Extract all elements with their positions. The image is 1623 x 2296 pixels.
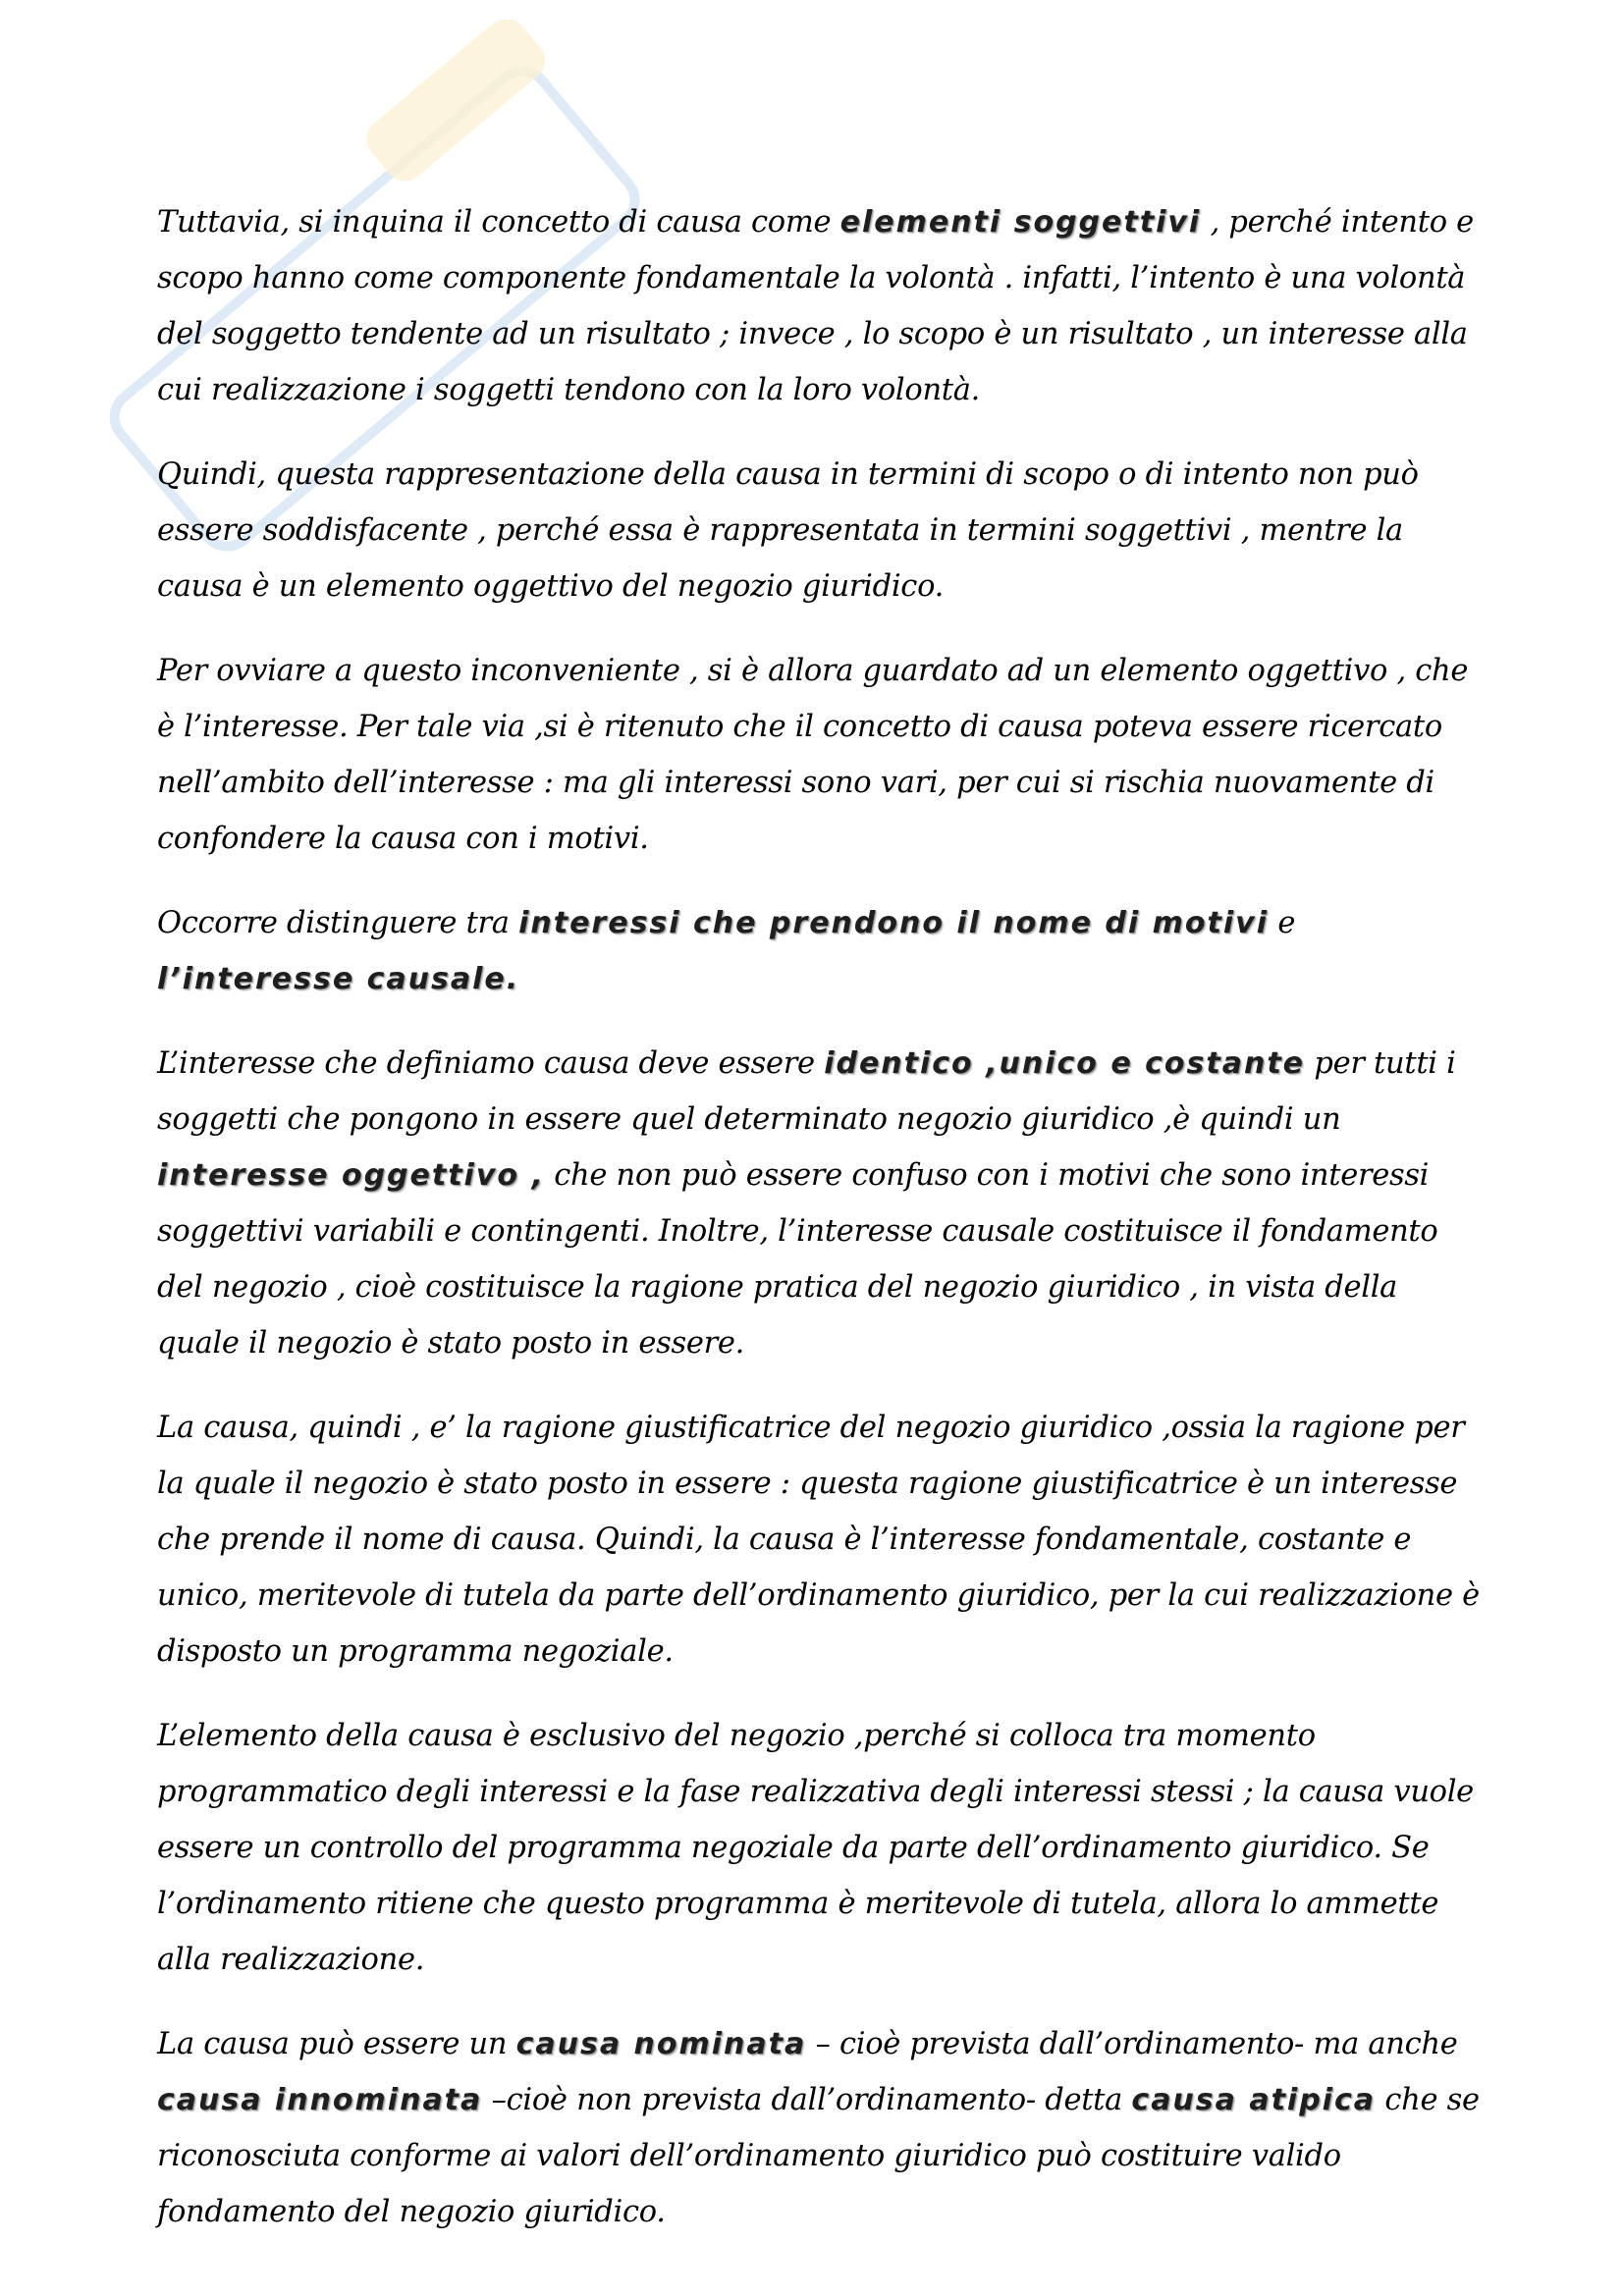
paragraph-text: che non può essere confuso con i motivi che sono interessi soggettivi variabili e contingenti. Inoltre, l’interesse causale costituisce il fondamento del negozio , cioè costituisce la ragione pratica del negozio giuridico , in vista della quale il negozio è stato posto in essere. [157,1158,1438,1361]
emphasized-term: l’interesse causale. [157,962,520,996]
paragraph [157,643,1483,867]
emphasized-term: interesse oggettivo , [157,1158,545,1193]
emphasized-term: causa atipica [1131,2083,1376,2117]
paragraph-text: Occorre distinguere tra [157,906,519,940]
paragraph-text: che se riconosciuta conforme ai valori dell’ordinamento giuridico può costituire valido fondamento del negozio giuridico. [157,2083,1480,2229]
paragraph [157,1708,1483,1988]
paragraph-text: –cioè non prevista dall’ordinamento- detta [482,2083,1132,2117]
paragraph [157,895,1483,1007]
paragraph [157,447,1483,614]
paragraph [157,2016,1483,2240]
paragraph-text: Per ovviare a questo inconveniente , si è allora guardato ad un elemento oggettivo , che è l’interesse. Per tale via ,si è ritenuto che il concetto di causa poteva essere ricercato nell’ambito dell’interesse : ma gli interessi sono vari, per cui si rischia nuovamente di confondere la causa con i motivi. [157,654,1469,856]
paragraph-text: L’elemento della causa è esclusivo del negozio ,perché si colloca tra momento programmatico degli interessi e la fase realizzativa degli interessi stessi ; la causa vuole essere un controllo del programma negoziale da parte dell’ordinamento giuridico. Se l’ordinamento ritiene che questo programma è meritevole di tutela, allora lo ammette alla realizzazione. [157,1719,1474,1977]
paragraph-text: e [1268,906,1296,940]
emphasized-term: elementi soggettivi [839,205,1202,240]
paragraph-text: La causa può essere un [157,2027,516,2061]
document-body [157,194,1483,2269]
paragraph-text: , perché intento e scopo hanno come componente fondamentale la volontà . infatti, l’intento è una volontà del soggetto tendente ad un risultato ; invece , lo scopo è un risultato , un interesse alla cui realizzazione i soggetti tendono con la loro volontà. [157,205,1474,407]
emphasized-term: causa nominata [515,2027,807,2061]
paragraph-text: L’interesse che definiamo causa deve essere [157,1046,825,1081]
emphasized-term: interessi che prendono il nome di motivi [518,906,1269,940]
paragraph [157,1400,1483,1680]
paragraph [157,1036,1483,1371]
watermark-logo-accent [358,20,553,189]
paragraph-text: – cioè prevista dall’ordinamento- ma anche [806,2027,1458,2061]
paragraph-text: Quindi, questa rappresentazione della causa in termini di scopo o di intento non può essere soddisfacente , perché essa è rappresentata in termini soggettivi , mentre la causa è un elemento oggettivo del negozio giuridico. [157,457,1419,604]
emphasized-term: causa innominata [157,2083,483,2117]
emphasized-term: identico ,unico e costante [824,1046,1306,1081]
paragraph-text: Tuttavia, si inquina il concetto di causa come [157,205,840,240]
paragraph-text: per tutti i soggetti che pongono in essere quel determinato negozio giuridico ,è quindi un [157,1046,1456,1137]
paragraph [157,194,1483,418]
paragraph-text: La causa, quindi , e’ la ragione giustificatrice del negozio giuridico ,ossia la ragione per la quale il negozio è stato posto in essere : questa ragione giustificatrice è un interesse che prende il nome di causa. Quindi, la causa è l’interesse fondamentale, costante e unico, meritevole di tutela da parte dell’ordinamento giuridico, per la cui realizzazione è disposto un programma negoziale. [157,1411,1480,1669]
